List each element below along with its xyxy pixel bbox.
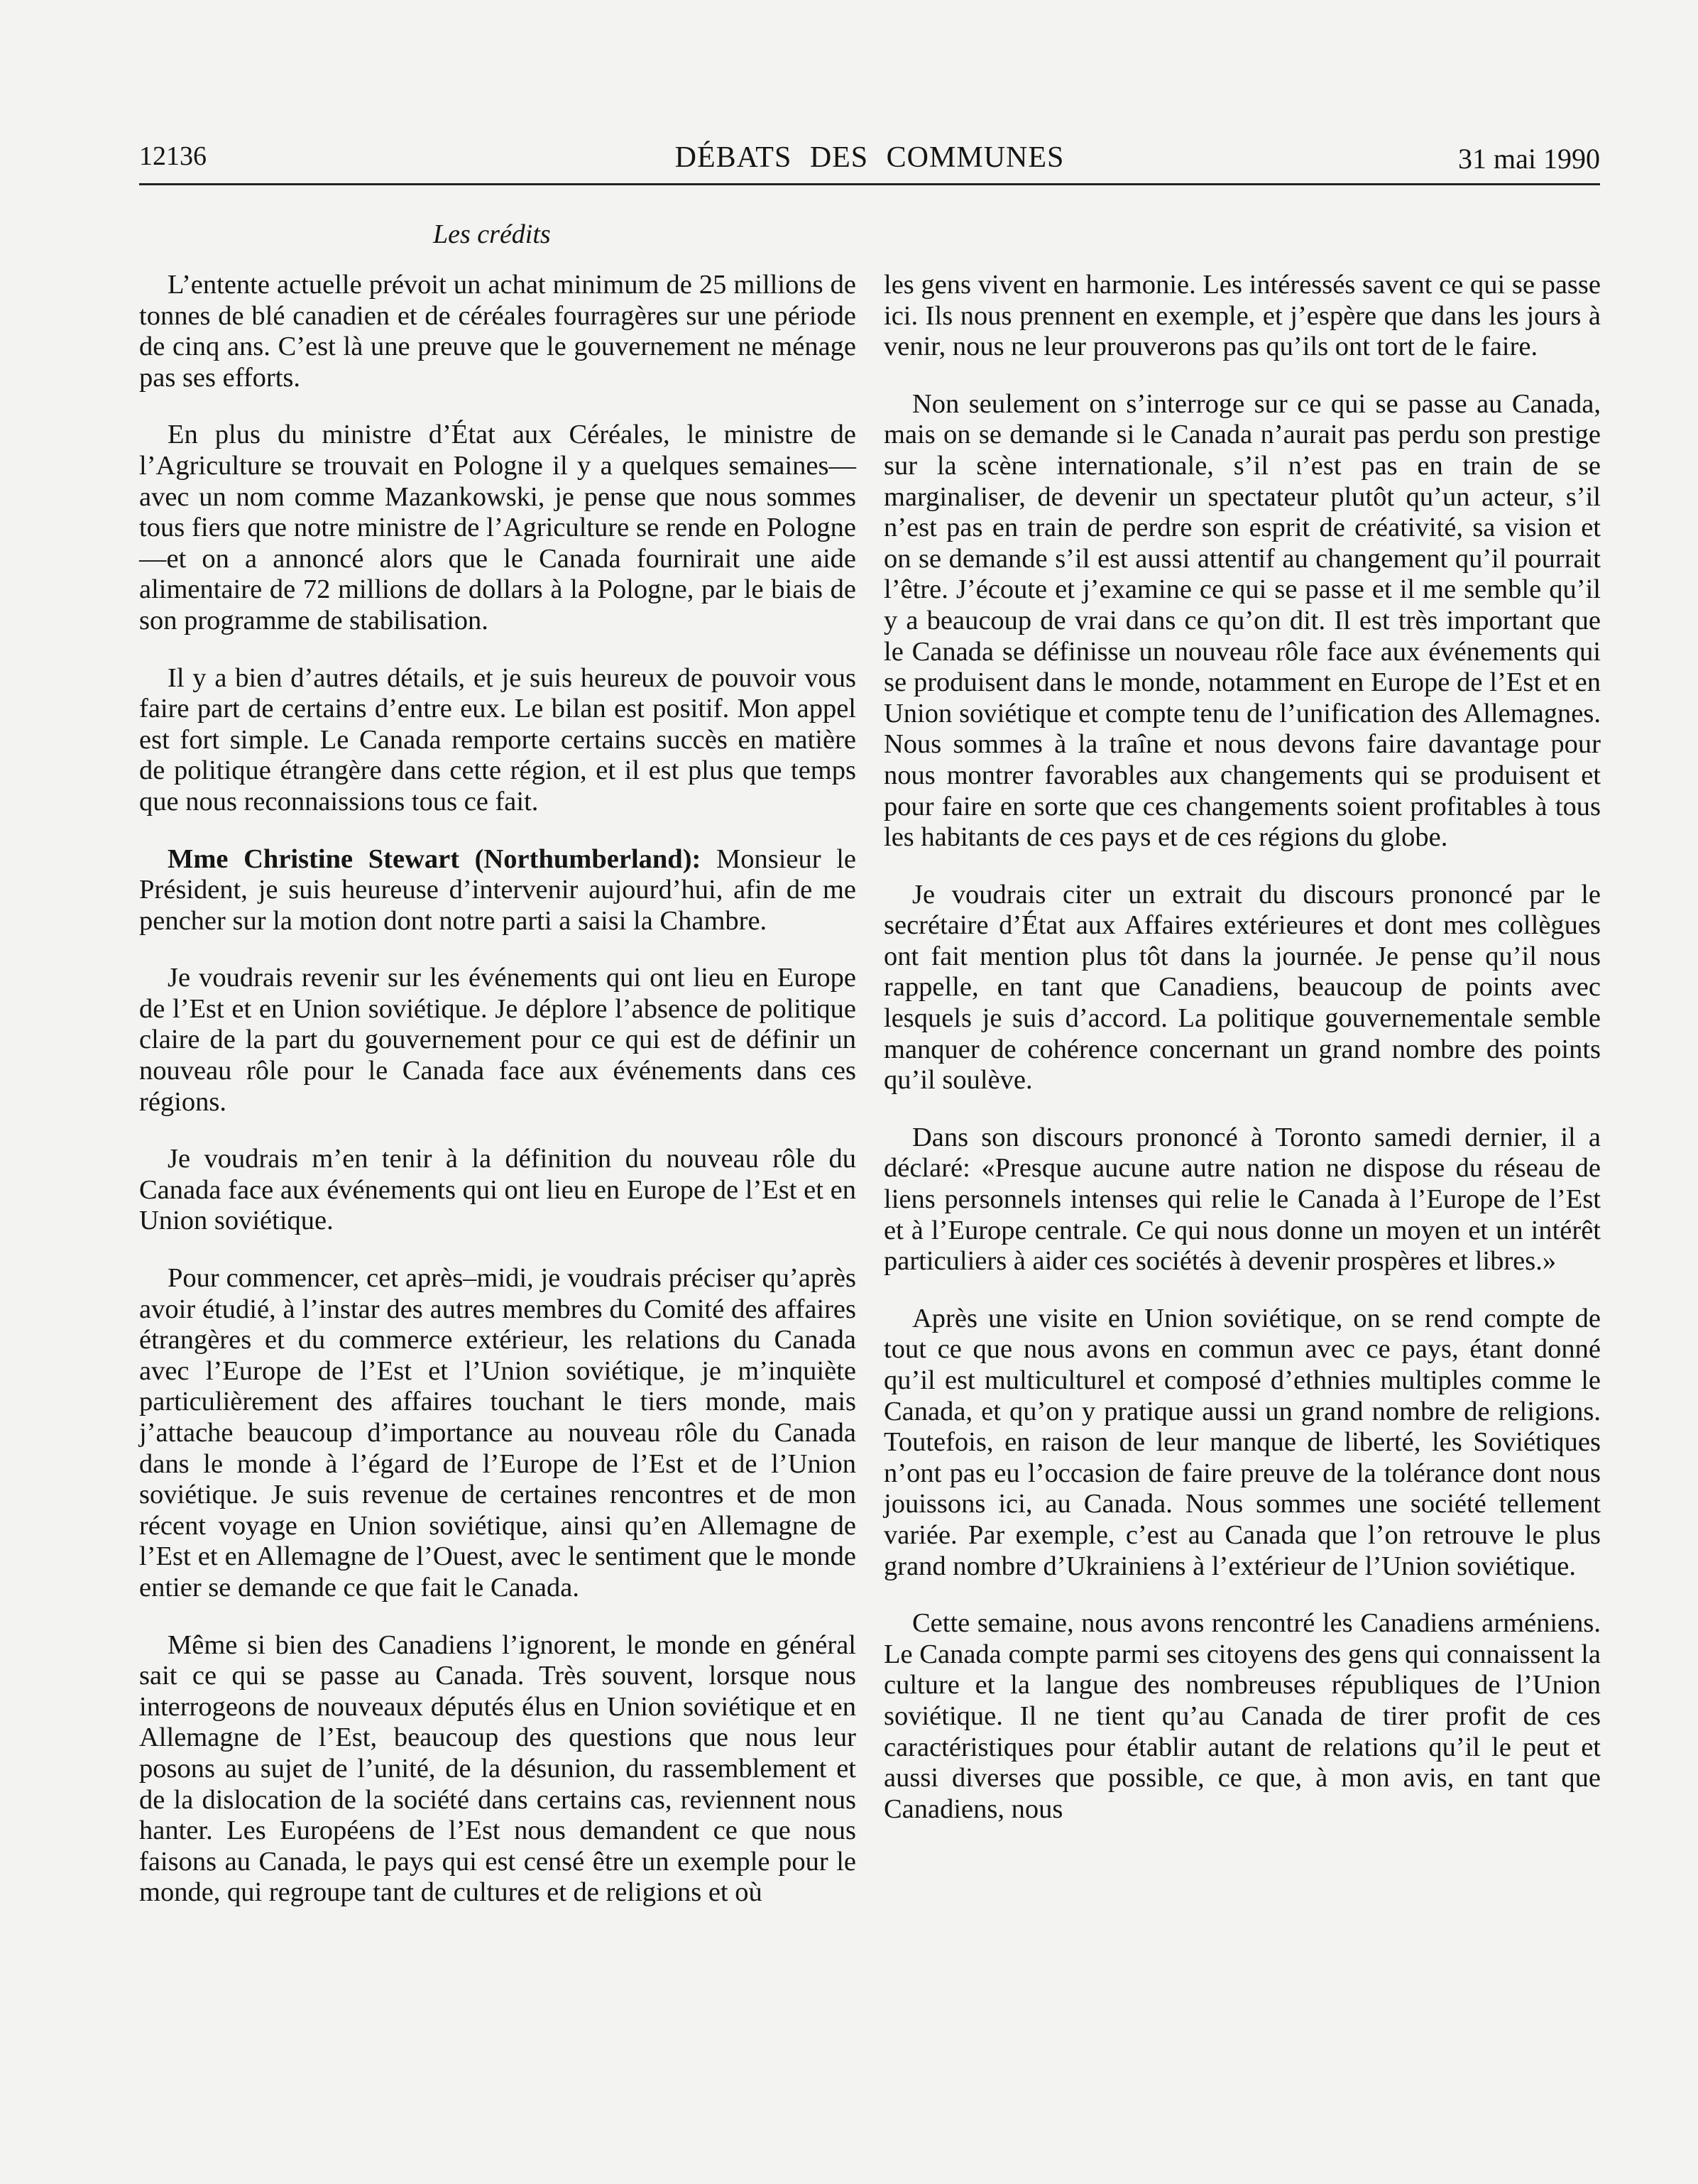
paragraph: Non seulement on s’interroge sur ce qui se passe au Canada, mais on se demande si le Canada n’aurait pas perdu son prestige sur la scène internationale, s’il n’est pas en train de se marginaliser, de devenir un spectateur plutôt qu’un acteur, s’il n’est pas en train de perdre son esprit de créativité, sa vision et on se demande s’il est aussi attentif au changement qu’il pourrait l’être. J’écoute et j’examine ce qui se passe et il me semble qu’il y a beaucoup de vrai dans ce qu’on dit. Il est très important que le Canada se définisse un nouveau rôle face aux événements qui se produisent dans le monde, notamment en Europe de l’Est et en Union soviétique et compte tenu de l’unification des Allemagnes. Nous sommes à la traîne et nous devons faire davantage pour nous montrer favorables aux changements qui se produisent et pour faire en sorte que ces changements soient profitables à tous les habitants de ces pays et de ces régions du globe.: [884, 388, 1601, 853]
paragraph: Après une visite en Union soviétique, on se rend compte de tout ce que nous avons en commun avec ce pays, étant donné qu’il est multiculturel et composé d’ethnies multiples comme le Canada, et qu’on y pratique aussi un grand nombre de religions. Toutefois, en raison de leur manque de liberté, les Soviétiques n’ont pas eu l’occasion de faire preuve de la tolérance dont nous jouissons ici, au Canada. Nous sommes une société tellement variée. Par exemple, c’est au Canada que l’on retrouve le plus grand nombre d’Ukrainiens à l’extérieur de l’Union soviétique.: [884, 1303, 1601, 1581]
paragraph: Je voudrais revenir sur les événements qui ont lieu en Europe de l’Est et en Union soviétique. Je déplore l’absence de politique claire de la part du gouvernement pour ce qui est de définir un nouveau rôle pour le Canada face aux événements dans ces régions.: [139, 963, 856, 1117]
speaker-text: Monsieur le Président, je suis heureuse d’intervenir aujourd’hui, afin de me pencher sur la motion dont notre parti a saisi la Chambre.: [139, 843, 856, 936]
paragraph: Dans son discours prononcé à Toronto samedi dernier, il a déclaré: «Presque aucune autre nation ne dispose du réseau de liens personnels intenses qui relie le Canada à l’Europe de l’Est et à l’Europe centrale. Ce qui nous donne un moyen et un intérêt particuliers à aider ces sociétés à devenir prospères et libres.»: [884, 1122, 1601, 1277]
journal-title: DÉBATS DES COMMUNES: [674, 141, 1065, 174]
page-date: 31 mai 1990: [1458, 143, 1600, 175]
section-heading: Les crédits: [433, 219, 551, 249]
paragraph: Je voudrais m’en tenir à la définition du nouveau rôle du Canada face aux événements qui ont lieu en Europe de l’Est et en Union soviétique.: [139, 1144, 856, 1236]
paragraph: Pour commencer, cet après–midi, je voudrais préciser qu’après avoir étudié, à l’instar des autres membres du Comité des affaires étrangères et du commerce extérieur, les relations du Canada avec l’Europe de l’Est et l’Union soviétique, je m’inquiète particulièrement des affaires touchant le tiers monde, mais j’attache beaucoup d’importance au nouveau rôle du Canada dans le monde à l’égard de l’Europe de l’Est et de l’Union soviétique. Je suis revenue de certaines rencontres et de mon récent voyage en Union soviétique, ainsi qu’en Allemagne de l’Est et en Allemagne de l’Ouest, avec le sentiment que le monde entier se demande ce que fait le Canada.: [139, 1263, 856, 1602]
paragraph: Cette semaine, nous avons rencontré les Canadiens arméniens. Le Canada compte parmi ses citoyens des gens qui connaissent la culture et la langue des nombreuses républiques de l’Union soviétique. Il ne tient qu’au Canada de tirer profit de ces caractéristiques pour établir autant de relations qu’il le peut et aussi diverses que possible, ce que, à mon avis, en tant que Canadiens, nous: [884, 1608, 1601, 1824]
left-column: [139, 270, 856, 1935]
right-column: [884, 270, 1601, 1851]
paragraph: Même si bien des Canadiens l’ignorent, le monde en général sait ce qui se passe au Canada. Très souvent, lorsque nous interrogeons de nouveaux députés élus en Union soviétique et en Allemagne de l’Est, beaucoup des questions que nous leur posons au sujet de l’unité, de la désunion, du rassemblement et de la dislocation de la société dans certains cas, reviennent nous hanter. Les Européens de l’Est nous demandent ce que nous faisons au Canada, le pays qui est censé être un exemple pour le monde, qui regroupe tant de cultures et de religions et où: [139, 1629, 856, 1908]
speaker-paragraph: [139, 844, 856, 937]
paragraph: En plus du ministre d’État aux Céréales, le ministre de l’Agriculture se trouvait en Pologne il y a quelques semaines—avec un nom comme Mazankowski, je pense que nous sommes tous fiers que notre ministre de l’Agriculture se rende en Pologne—et on a annoncé alors que le Canada fournirait une aide alimentaire de 72 millions de dollars à la Pologne, par le biais de son programme de stabilisation.: [139, 420, 856, 635]
paragraph: Je voudrais citer un extrait du discours prononcé par le secrétaire d’État aux Affaires extérieures et dont mes collègues ont fait mention plus tôt dans la journée. Je pense qu’il nous rappelle, en tant que Canadiens, beaucoup de points avec lesquels je suis d’accord. La politique gouvernementale semble manquer de cohérence concernant un grand nombre des points qu’il soulève.: [884, 879, 1601, 1096]
page-header: [139, 141, 1600, 185]
paragraph: Il y a bien d’autres détails, et je suis heureux de pouvoir vous faire part de certains d’entre eux. Le bilan est positif. Mon appel est fort simple. Le Canada remporte certains succès en matière de politique étrangère dans cette région, et il est plus que temps que nous reconnaissions tous ce fait.: [139, 662, 856, 817]
continued-paragraph: les gens vivent en harmonie. Les intéressés savent ce qui se passe ici. Ils nous prennent en exemple, et j’espère que dans les jours à venir, nous ne leur prouverons pas qu’ils ont tort de le faire.: [884, 270, 1601, 362]
speaker-name: Mme Christine Stewart (Northumberland):: [168, 843, 701, 874]
page-number: 12136: [139, 141, 207, 171]
paragraph: L’entente actuelle prévoit un achat minimum de 25 millions de tonnes de blé canadien et de céréales fourragères sur une période de cinq ans. C’est là une preuve que le gouvernement ne ménage pas ses efforts.: [139, 270, 856, 393]
